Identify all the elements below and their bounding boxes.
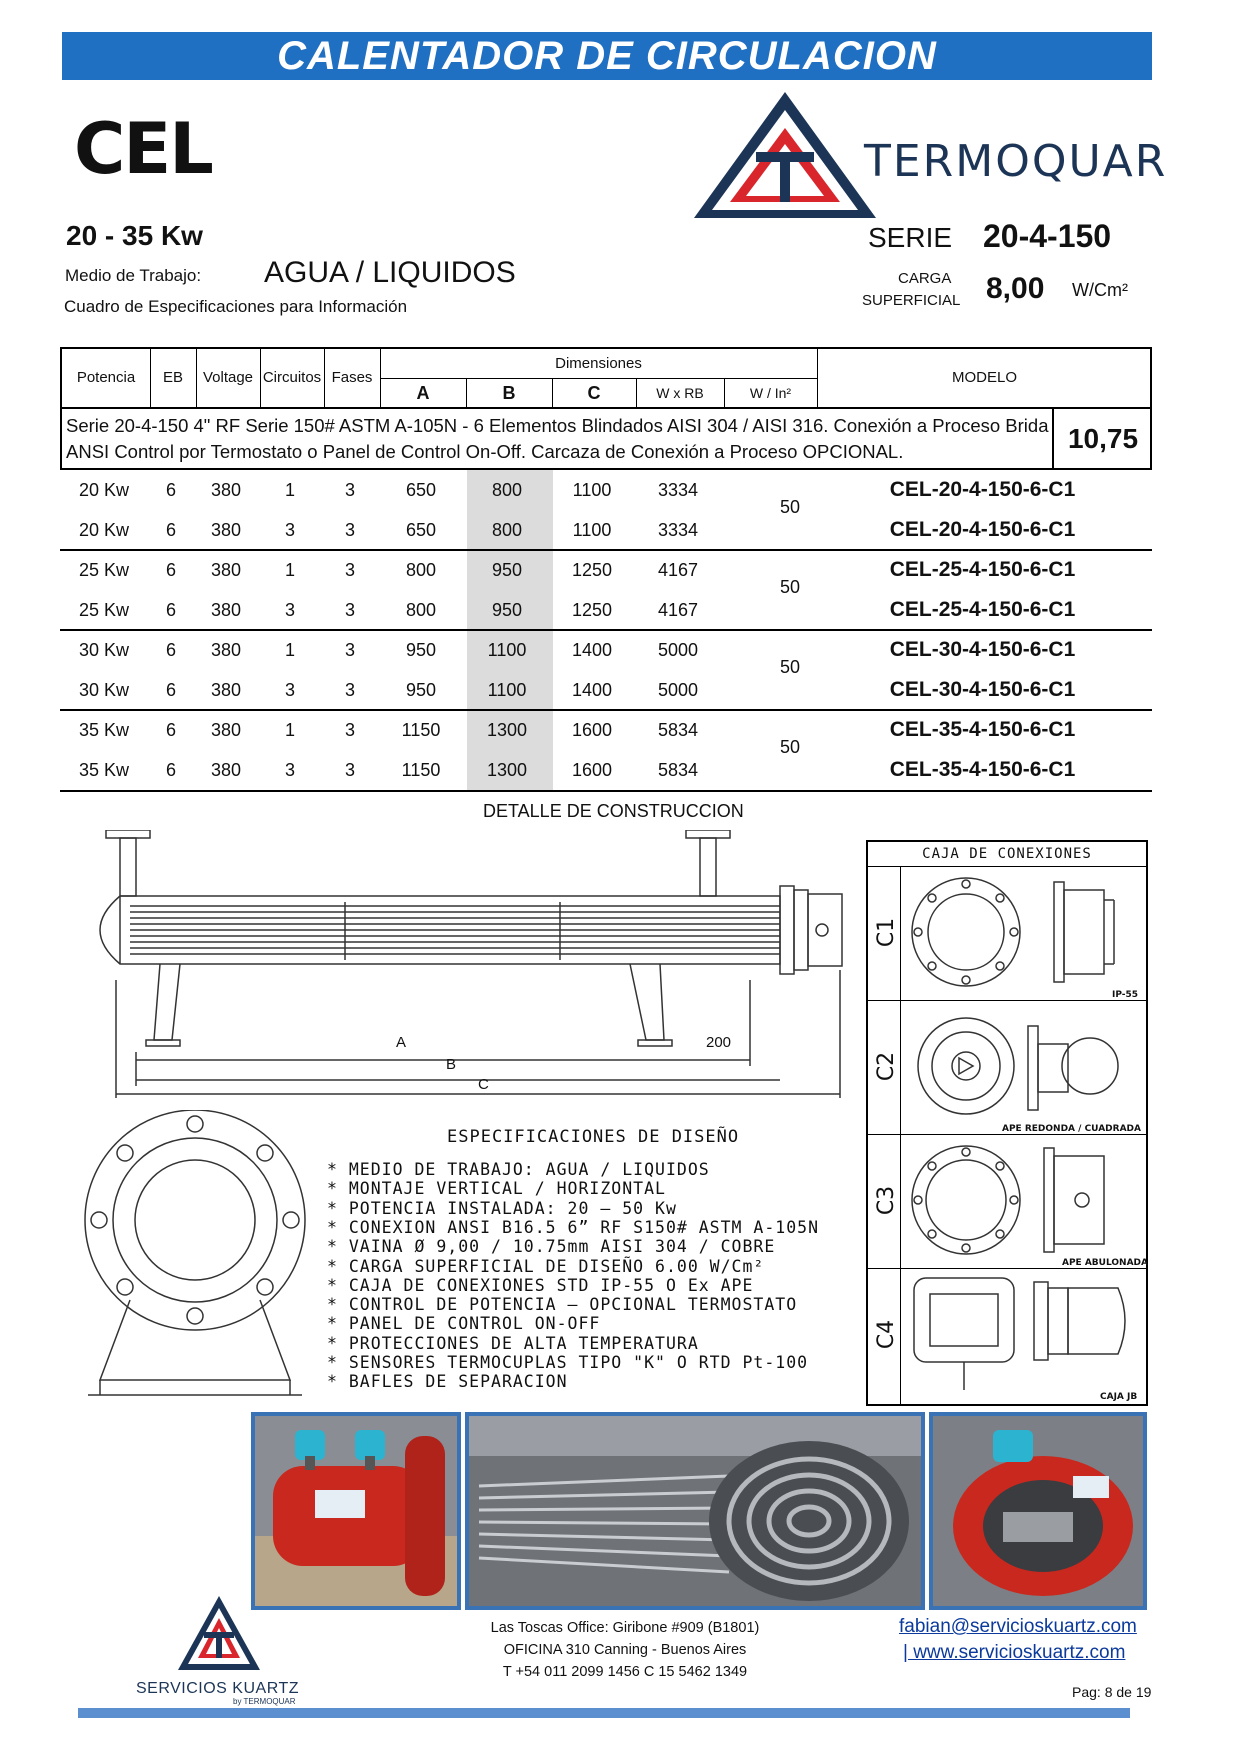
cell-fases: 3 bbox=[344, 520, 355, 540]
page-number: Pag: 8 de 19 bbox=[1072, 1684, 1152, 1700]
termoquar-logo-icon bbox=[690, 88, 880, 222]
cell-c: 1600 bbox=[571, 720, 613, 740]
col-modelo: MODELO bbox=[951, 369, 1017, 386]
dim-b-label: B bbox=[446, 1056, 457, 1073]
spec-item: * VAINA Ø 9,00 / 10.75mm AISI 304 / COBRE bbox=[327, 1237, 776, 1257]
carga-value: 8,00 bbox=[986, 272, 1045, 305]
cell-voltage: 380 bbox=[210, 760, 242, 780]
cell-c: 1100 bbox=[572, 480, 612, 500]
spec-table-header bbox=[60, 347, 1152, 409]
cell-b: 1300 bbox=[486, 720, 528, 740]
cell-potencia: 20 Kw bbox=[78, 520, 130, 540]
product-code: CEL bbox=[74, 108, 212, 190]
col-eb: EB bbox=[162, 369, 183, 386]
serie-label: SERIE bbox=[868, 222, 953, 253]
cell-eb: 6 bbox=[165, 680, 176, 700]
col-c: C bbox=[587, 383, 601, 403]
cell-eb: 6 bbox=[165, 760, 176, 780]
cell-eb: 6 bbox=[165, 720, 176, 740]
cell-fases: 3 bbox=[344, 480, 355, 500]
dim-200-label: 200 bbox=[706, 1034, 732, 1051]
dim-a-label: A bbox=[396, 1034, 407, 1051]
cuadro-caption: Cuadro de Especificaciones para Información bbox=[64, 297, 408, 316]
spec-item: * CONTROL DE POTENCIA — OPCIONAL TERMOSTATO bbox=[327, 1295, 798, 1315]
cell-c: 1100 bbox=[572, 520, 612, 540]
cell-c: 1400 bbox=[571, 640, 613, 660]
footer-web-link[interactable]: | www.servicioskuartz.com bbox=[903, 1642, 1126, 1663]
col-potencia: Potencia bbox=[76, 369, 136, 386]
cell-modelo: CEL-20-4-150-6-C1 bbox=[889, 518, 1076, 541]
cell-b: 950 bbox=[491, 560, 523, 580]
cell-circuitos: 3 bbox=[284, 600, 295, 620]
footer-email-link[interactable]: fabian@servicioskuartz.com bbox=[899, 1616, 1137, 1637]
cell-wxrb: 5000 bbox=[657, 680, 699, 700]
cell-circuitos: 1 bbox=[284, 640, 295, 660]
cell-b: 1300 bbox=[486, 760, 528, 780]
cell-fases: 3 bbox=[344, 720, 355, 740]
cell-b: 800 bbox=[491, 480, 523, 500]
spec-item: * POTENCIA INSTALADA: 20 — 50 Kw bbox=[327, 1198, 677, 1218]
col-fases: Fases bbox=[331, 369, 373, 386]
cell-voltage: 380 bbox=[210, 720, 242, 740]
cell-voltage: 380 bbox=[210, 520, 242, 540]
cell-fases: 3 bbox=[344, 680, 355, 700]
carga-unit: W/Cm² bbox=[1072, 280, 1128, 300]
cell-wxrb: 4167 bbox=[657, 600, 699, 620]
cell-modelo: CEL-30-4-150-6-C1 bbox=[889, 638, 1076, 661]
cell-a: 650 bbox=[405, 480, 437, 500]
cell-circuitos: 1 bbox=[284, 480, 295, 500]
cell-potencia: 25 Kw bbox=[78, 560, 130, 580]
cell-voltage: 380 bbox=[210, 480, 242, 500]
cell-circuitos: 3 bbox=[284, 760, 295, 780]
product-photo-flange bbox=[929, 1412, 1147, 1610]
table-row bbox=[60, 550, 1152, 590]
spec-item: * BAFLES DE SEPARACION bbox=[327, 1372, 568, 1392]
cell-eb: 6 bbox=[165, 520, 176, 540]
cell-wxrb: 5834 bbox=[657, 760, 699, 780]
cell-voltage: 380 bbox=[210, 680, 242, 700]
cell-c: 1250 bbox=[571, 600, 613, 620]
caja-tag-c2: APE REDONDA / CUADRADA bbox=[1002, 1124, 1141, 1134]
table-row bbox=[60, 510, 1152, 550]
cell-circuitos: 3 bbox=[284, 520, 295, 540]
cell-modelo: CEL-25-4-150-6-C1 bbox=[889, 598, 1076, 621]
cell-c: 1250 bbox=[571, 560, 613, 580]
cell-fases: 3 bbox=[344, 640, 355, 660]
col-dimensiones: Dimensiones bbox=[555, 355, 642, 372]
footer-by: by TERMOQUAR bbox=[233, 1697, 296, 1706]
cell-modelo: CEL-30-4-150-6-C1 bbox=[889, 678, 1076, 701]
spec-item: * PANEL DE CONTROL ON-OFF bbox=[327, 1314, 601, 1334]
footer-address-2: OFICINA 310 Canning - Buenos Aires bbox=[503, 1642, 747, 1658]
carga-label: CARGA bbox=[898, 270, 952, 287]
cell-potencia: 25 Kw bbox=[78, 600, 130, 620]
cell-fases: 3 bbox=[344, 600, 355, 620]
series-vaina-value: 10,75 bbox=[1052, 407, 1152, 470]
cell-modelo: CEL-25-4-150-6-C1 bbox=[889, 558, 1076, 581]
table-row bbox=[60, 590, 1152, 630]
especificaciones-title: ESPECIFICACIONES DE DISEÑO bbox=[447, 1127, 740, 1147]
group-win-value: 50 bbox=[779, 737, 801, 757]
cell-wxrb: 5000 bbox=[657, 640, 699, 660]
col-win: W / In² bbox=[749, 385, 792, 401]
col-wxrb: W x RB bbox=[656, 385, 704, 401]
cell-a: 950 bbox=[405, 680, 437, 700]
cell-b: 950 bbox=[491, 600, 523, 620]
col-voltage: Voltage bbox=[202, 369, 254, 386]
table-row bbox=[60, 670, 1152, 710]
medio-label: Medio de Trabajo: bbox=[65, 266, 202, 285]
group-win-value: 50 bbox=[779, 497, 801, 517]
cell-potencia: 35 Kw bbox=[78, 720, 130, 740]
cell-modelo: CEL-35-4-150-6-C1 bbox=[889, 718, 1076, 741]
caja-conexiones-drawings bbox=[904, 870, 1144, 1400]
caja-label-c1: C1 bbox=[874, 917, 900, 948]
cell-wxrb: 4167 bbox=[657, 560, 699, 580]
brand-name: TERMOQUAR bbox=[864, 136, 1168, 187]
spec-item: * PROTECCIONES DE ALTA TEMPERATURA bbox=[327, 1333, 699, 1353]
spec-item: * CONEXION ANSI B16.5 6” RF S150# ASTM A-105N bbox=[327, 1217, 820, 1237]
cell-wxrb: 3334 bbox=[657, 520, 699, 540]
col-circuitos: Circuitos bbox=[262, 369, 322, 386]
cell-a: 650 bbox=[405, 520, 437, 540]
group-win-value: 50 bbox=[779, 577, 801, 597]
cell-fases: 3 bbox=[344, 560, 355, 580]
caja-tag-c4: CAJA JB bbox=[1100, 1392, 1138, 1402]
cell-fases: 3 bbox=[344, 760, 355, 780]
cell-modelo: CEL-20-4-150-6-C1 bbox=[889, 478, 1076, 501]
detalle-title: DETALLE DE CONSTRUCCION bbox=[483, 801, 744, 821]
dim-c-label: C bbox=[478, 1076, 489, 1093]
caja-label-c3: C3 bbox=[874, 1185, 900, 1216]
footer-bar bbox=[78, 1708, 1130, 1718]
table-row bbox=[60, 750, 1152, 790]
cell-a: 1150 bbox=[401, 720, 441, 740]
cell-potencia: 35 Kw bbox=[78, 760, 130, 780]
page-banner: CALENTADOR DE CIRCULACION bbox=[62, 32, 1152, 80]
servicios-kuartz-logo-icon bbox=[176, 1594, 262, 1674]
cell-eb: 6 bbox=[165, 480, 176, 500]
caja-tag-c1: IP-55 bbox=[1112, 990, 1139, 1000]
cell-c: 1400 bbox=[571, 680, 613, 700]
cell-eb: 6 bbox=[165, 560, 176, 580]
cell-a: 1150 bbox=[401, 760, 441, 780]
heater-end-view-drawing bbox=[80, 1110, 310, 1400]
product-photo-elements bbox=[465, 1412, 925, 1610]
group-win-value: 50 bbox=[779, 657, 801, 677]
caja-label-c4: C4 bbox=[874, 1319, 900, 1350]
superficial-label: SUPERFICIAL bbox=[862, 292, 961, 309]
cell-voltage: 380 bbox=[210, 640, 242, 660]
cell-circuitos: 1 bbox=[284, 720, 295, 740]
spec-item: * MONTAJE VERTICAL / HORIZONTAL bbox=[327, 1179, 666, 1199]
spec-item: * SENSORES TERMOCUPLAS TIPO "K" O RTD Pt-100 bbox=[327, 1353, 809, 1372]
cell-voltage: 380 bbox=[210, 560, 242, 580]
serie-value: 20-4-150 bbox=[983, 218, 1112, 254]
cell-c: 1600 bbox=[571, 760, 613, 780]
cell-b: 1100 bbox=[487, 640, 527, 660]
caja-tag-c3: APE ABULONADA bbox=[1062, 1258, 1148, 1268]
medio-value: AGUA / LIQUIDOS bbox=[264, 256, 516, 289]
cell-eb: 6 bbox=[165, 640, 176, 660]
col-b: B bbox=[502, 383, 516, 403]
table-row bbox=[60, 470, 1152, 510]
spec-item: * CARGA SUPERFICIAL DE DISEÑO 6.00 W/Cm² bbox=[327, 1256, 765, 1276]
cell-potencia: 30 Kw bbox=[78, 680, 130, 700]
cell-potencia: 30 Kw bbox=[78, 640, 130, 660]
cell-wxrb: 5834 bbox=[657, 720, 699, 740]
table-row bbox=[60, 630, 1152, 670]
cell-circuitos: 3 bbox=[284, 680, 295, 700]
spec-item: * CAJA DE CONEXIONES STD IP-55 O Ex APE bbox=[327, 1275, 754, 1295]
caja-label-c2: C2 bbox=[874, 1051, 900, 1082]
caja-conexiones-title: CAJA DE CONEXIONES bbox=[922, 846, 1092, 862]
cell-eb: 6 bbox=[165, 600, 176, 620]
power-range: 20 - 35 Kw bbox=[66, 220, 203, 251]
spec-item: * MEDIO DE TRABAJO: AGUA / LIQUIDOS bbox=[327, 1160, 710, 1179]
footer-phone: T +54 011 2099 1456 C 15 5462 1349 bbox=[502, 1664, 748, 1680]
cell-a: 800 bbox=[405, 560, 437, 580]
cell-a: 950 bbox=[405, 640, 437, 660]
cell-b: 800 bbox=[491, 520, 523, 540]
col-a: A bbox=[416, 383, 430, 403]
cell-a: 800 bbox=[405, 600, 437, 620]
cell-wxrb: 3334 bbox=[657, 480, 699, 500]
table-row bbox=[60, 710, 1152, 750]
cell-circuitos: 1 bbox=[284, 560, 295, 580]
cell-potencia: 20 Kw bbox=[78, 480, 130, 500]
cell-modelo: CEL-35-4-150-6-C1 bbox=[889, 758, 1076, 781]
cell-voltage: 380 bbox=[210, 600, 242, 620]
footer-brand: SERVICIOS KUARTZ bbox=[136, 1680, 299, 1697]
series-description: Serie 20-4-150 4" RF Serie 150# ASTM A-105N - 6 Elementos Blindados AISI 304 / AISI 316. Conexión a Proceso Brida ANSI Control por Termostato o Panel de Control On-Off. Carcaza de Conexión a Proceso OPCIONAL. bbox=[66, 415, 1049, 462]
product-photo-vessel bbox=[251, 1412, 461, 1610]
footer-address-1: Las Toscas Office: Giribone #909 (B1801) bbox=[490, 1620, 760, 1636]
cell-b: 1100 bbox=[487, 680, 527, 700]
